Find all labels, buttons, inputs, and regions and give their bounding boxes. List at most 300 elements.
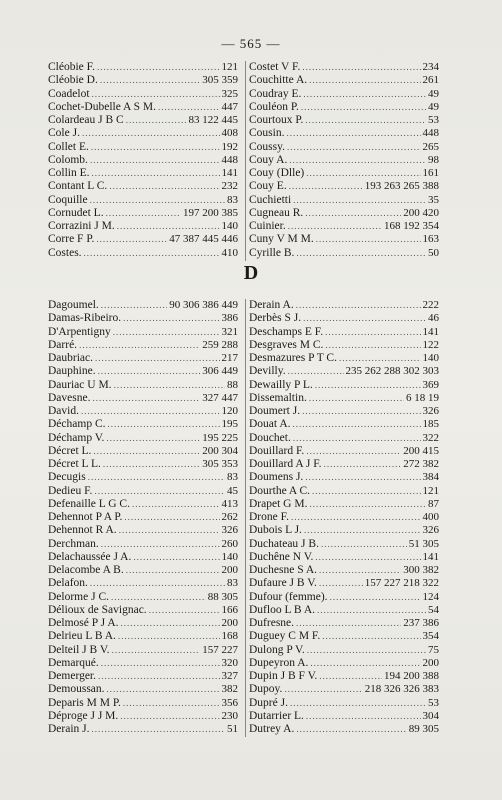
dot-leader	[126, 564, 220, 577]
entry-name: Douchet.	[249, 431, 291, 444]
index-entry	[249, 577, 439, 590]
index-entry	[48, 538, 238, 551]
dot-leader	[97, 61, 220, 74]
entry-name: David.	[48, 405, 79, 417]
entry-pages: 356	[221, 696, 238, 709]
entry-pages: 197 200 385	[183, 206, 238, 219]
entry-name: Deparis M M P.	[48, 696, 121, 709]
entry-name: Cléobie D.	[48, 74, 98, 87]
index-entry	[48, 233, 238, 246]
entry-pages: 168 192 354	[384, 220, 439, 232]
entry-pages: 322	[422, 431, 439, 444]
index-entry	[48, 180, 238, 193]
entry-pages: 88 305	[207, 590, 238, 603]
entry-name: Drapet G M.	[249, 497, 308, 510]
entry-name: Douat A.	[249, 418, 291, 431]
index-entry	[249, 617, 439, 630]
entry-name: Dewailly P L.	[249, 378, 313, 391]
index-entry	[48, 207, 238, 220]
index-entry	[249, 312, 439, 325]
entry-pages: 235 262 288 302 303	[345, 365, 439, 378]
entry-name: Collet E.	[48, 140, 89, 153]
index-entry	[48, 379, 238, 392]
c-entries-left-column	[48, 61, 238, 260]
index-entry	[48, 418, 238, 431]
dot-leader	[309, 392, 404, 405]
entry-name: Delmosé P J A.	[48, 617, 119, 629]
entry-pages: 185	[422, 418, 439, 431]
entry-pages: 408	[221, 127, 238, 140]
index-entry	[249, 458, 439, 471]
entry-name: Collin E.	[48, 167, 90, 179]
entry-pages: 230	[221, 709, 238, 722]
index-entry	[249, 418, 439, 431]
index-entry	[249, 657, 439, 670]
dot-leader	[109, 180, 219, 193]
entry-name: Déchamp V.	[48, 431, 105, 444]
dot-leader	[126, 114, 187, 127]
entry-pages: 98	[428, 153, 439, 166]
entry-pages: 140	[422, 352, 439, 364]
entry-pages: 195	[221, 418, 238, 431]
entry-pages: 260	[221, 537, 238, 550]
entry-pages: 166	[221, 603, 238, 616]
dot-leader	[100, 74, 200, 87]
entry-pages: 232	[221, 180, 238, 193]
entry-pages: 46	[428, 312, 439, 325]
dot-leader	[92, 88, 220, 101]
index-entry	[48, 458, 238, 471]
dot-leader	[95, 352, 219, 365]
index-entry	[48, 630, 238, 643]
index-entry	[48, 524, 238, 537]
entry-name: Dufaure J B V.	[249, 577, 317, 590]
entry-name: Damas-Ribeiro.	[48, 312, 122, 325]
entry-name: Derain J.	[48, 723, 90, 735]
dot-leader	[113, 326, 220, 339]
dot-leader	[302, 405, 420, 418]
index-entry	[48, 445, 238, 458]
entry-name: Drone F.	[249, 511, 289, 523]
dot-leader	[101, 538, 220, 551]
dot-leader	[316, 233, 421, 246]
dot-leader	[339, 352, 421, 365]
entry-pages: 121	[221, 61, 238, 73]
entry-name: Deschamps E F.	[249, 325, 324, 338]
dot-leader	[317, 604, 426, 617]
entry-pages: 300 382	[403, 564, 439, 576]
dot-leader	[290, 697, 426, 710]
entry-name: Couy E.	[249, 180, 287, 193]
index-entry	[249, 167, 439, 180]
index-entry	[249, 299, 439, 312]
entry-pages: 168	[221, 630, 238, 643]
dot-leader	[92, 167, 220, 180]
dot-leader	[309, 74, 420, 87]
index-entry	[249, 630, 439, 643]
entry-name: Delafon.	[48, 577, 88, 590]
dot-leader	[303, 88, 426, 101]
entry-name: Doumert J.	[249, 405, 301, 417]
entry-name: Derchman.	[48, 537, 99, 550]
index-entry	[249, 220, 439, 233]
entry-pages: 272 382	[403, 458, 439, 470]
entry-pages: 45	[227, 484, 238, 497]
entry-name: Delrieu L B A.	[48, 630, 116, 643]
index-entry	[48, 485, 238, 498]
entry-pages: 447	[221, 100, 238, 113]
entry-name: Cuchietti	[249, 193, 292, 206]
entry-name: Colomb.	[48, 153, 88, 166]
entry-name: Dupoy.	[249, 683, 283, 696]
entry-pages: 200 304	[202, 444, 238, 457]
entry-name: Duchesne S A.	[249, 564, 318, 576]
dot-leader	[91, 141, 220, 154]
dot-leader	[286, 127, 420, 140]
dot-leader	[319, 577, 363, 590]
entry-name: Courtoux P.	[249, 114, 304, 126]
entry-pages: 305 353	[202, 458, 238, 470]
dot-leader	[92, 723, 225, 736]
entry-pages: 200 420	[403, 206, 439, 219]
entry-name: Dagoumel.	[48, 299, 99, 311]
index-entry	[48, 220, 238, 233]
entry-pages: 161	[422, 167, 439, 179]
entry-pages: 217	[221, 352, 238, 364]
entry-name: D'Arpentigny	[48, 325, 111, 338]
entry-pages: 237 386	[403, 617, 439, 629]
entry-pages: 222	[422, 299, 439, 311]
dot-leader	[312, 485, 420, 498]
dot-leader	[82, 127, 220, 140]
entry-pages: 195 225	[202, 431, 238, 444]
dot-leader	[293, 194, 426, 207]
d-entries-left-column	[48, 299, 238, 736]
entry-pages: 140	[221, 550, 238, 563]
entry-name: Costet V F.	[249, 61, 301, 73]
dot-leader	[94, 485, 225, 498]
dot-leader	[307, 644, 426, 657]
entry-pages: 192	[221, 140, 238, 153]
index-entry	[249, 723, 439, 736]
index-entry	[48, 114, 238, 127]
entry-pages: 83	[227, 577, 238, 590]
index-entry	[249, 445, 439, 458]
dot-leader	[119, 524, 220, 537]
index-entry	[48, 644, 238, 657]
index-entry	[249, 339, 439, 352]
entry-name: Corre F P.	[48, 233, 95, 246]
entry-name: Dutarrier L.	[249, 709, 304, 722]
dot-leader	[112, 644, 201, 657]
index-entry	[249, 405, 439, 418]
entry-name: Dupin J B F V.	[249, 670, 318, 682]
entry-name: Delorme J C.	[48, 590, 110, 603]
entry-pages: 265	[422, 140, 439, 153]
entry-name: Defenaille L G C.	[48, 497, 130, 510]
entry-name: Decugis	[48, 471, 86, 484]
dot-leader	[101, 657, 220, 670]
index-entry	[249, 74, 439, 87]
entry-name: Douillard A J F.	[249, 458, 322, 470]
entry-name: Coudray E.	[249, 87, 302, 100]
entry-name: Dauphine.	[48, 365, 96, 378]
c-entries-right-column	[249, 61, 439, 260]
entry-name: Dufour (femme).	[249, 590, 328, 603]
dot-leader	[84, 247, 220, 260]
entry-name: Coadelot	[48, 87, 90, 100]
index-entry	[48, 511, 238, 524]
index-entry	[48, 167, 238, 180]
entry-name: Dulong P V.	[249, 643, 305, 656]
entry-name: Doumens J.	[249, 471, 304, 484]
dot-leader	[306, 445, 401, 458]
entry-name: Dufloo L B A.	[249, 603, 316, 616]
dot-leader	[123, 697, 220, 710]
dot-leader	[111, 591, 206, 604]
index-entry	[48, 657, 238, 670]
entry-name: Duguey C M F.	[249, 630, 321, 643]
entry-pages: 326	[422, 405, 439, 417]
entry-pages: 83	[227, 193, 238, 206]
index-entry	[48, 432, 238, 445]
entry-pages: 47 387 445 446	[169, 233, 238, 246]
dot-leader	[324, 458, 402, 471]
dot-leader	[296, 723, 406, 736]
index-entry	[249, 114, 439, 127]
entry-pages: 386	[221, 312, 238, 325]
entry-pages: 261	[422, 74, 439, 87]
dot-leader	[305, 471, 420, 484]
entry-name: Devilly.	[249, 365, 286, 378]
entry-name: Daubriac.	[48, 352, 94, 364]
dot-leader	[114, 379, 225, 392]
index-entry	[249, 432, 439, 445]
dot-leader	[288, 220, 382, 233]
entry-pages: 325	[221, 87, 238, 100]
entry-name: Desmazures P T C.	[249, 352, 337, 364]
index-entry	[249, 88, 439, 101]
index-entry	[48, 247, 238, 260]
dot-leader	[296, 299, 421, 312]
column-divider	[245, 299, 246, 737]
dot-leader	[93, 445, 200, 458]
entry-pages: 306 449	[202, 365, 238, 378]
index-entry	[249, 127, 439, 140]
entry-pages: 193 263 265 388	[364, 180, 439, 193]
entry-name: Derain A.	[249, 299, 294, 311]
entry-name: Coussy.	[249, 140, 285, 153]
index-entry	[48, 299, 238, 312]
dot-leader	[315, 551, 420, 564]
index-entry	[48, 498, 238, 511]
index-entry	[48, 604, 238, 617]
entry-pages: 90 306 386 449	[169, 299, 238, 311]
dot-leader	[132, 498, 220, 511]
entry-name: Cochet-Dubelle A S M.	[48, 100, 156, 113]
entry-name: Délioux de Savignac.	[48, 603, 147, 616]
entry-name: Cyrille B.	[249, 246, 295, 259]
section-letter: D	[243, 262, 259, 284]
dot-leader	[330, 591, 421, 604]
dot-leader	[306, 710, 421, 723]
entry-pages: 400	[422, 511, 439, 523]
entry-name: Duchateau J B.	[249, 537, 319, 550]
entry-pages: 200	[422, 656, 439, 669]
entry-name: Déproge J J M.	[48, 709, 119, 722]
dot-leader	[117, 220, 220, 233]
entry-name: Dissemaltin.	[249, 391, 307, 404]
index-entry	[48, 141, 238, 154]
entry-pages: 89 305	[408, 723, 439, 735]
index-entry	[249, 697, 439, 710]
index-entry	[48, 392, 238, 405]
entry-name: Cole J.	[48, 127, 80, 140]
entry-name: Davesne.	[48, 391, 91, 404]
dot-leader	[289, 180, 363, 193]
index-entry	[48, 577, 238, 590]
index-entry	[249, 524, 439, 537]
entry-pages: 49	[428, 87, 439, 100]
dot-leader	[90, 577, 225, 590]
entry-pages: 384	[422, 471, 439, 484]
entry-pages: 83	[227, 471, 238, 484]
index-entry	[48, 88, 238, 101]
dot-leader	[98, 670, 219, 683]
entry-pages: 163	[422, 233, 439, 246]
index-entry	[249, 154, 439, 167]
entry-pages: 51 305	[408, 537, 439, 550]
entry-pages: 262	[221, 511, 238, 523]
entry-pages: 53	[428, 696, 439, 709]
entry-name: Contant L C.	[48, 180, 108, 193]
index-entry	[249, 233, 439, 246]
index-entry	[48, 365, 238, 378]
entry-name: Darré.	[48, 338, 78, 351]
entry-name: Dupré J.	[249, 696, 288, 709]
entry-pages: 369	[422, 378, 439, 391]
dot-leader	[106, 207, 181, 220]
entry-pages: 194 200 388	[384, 670, 439, 682]
index-entry	[48, 352, 238, 365]
index-entry	[48, 101, 238, 114]
index-entry	[48, 471, 238, 484]
index-entry	[48, 154, 238, 167]
entry-name: Dedieu F.	[48, 484, 93, 497]
index-entry	[249, 485, 439, 498]
index-entry	[48, 127, 238, 140]
index-entry	[48, 564, 238, 577]
index-entry	[249, 511, 439, 524]
entry-name: Cuinier.	[249, 220, 286, 232]
entry-name: Couy A.	[249, 153, 288, 166]
index-entry	[249, 498, 439, 511]
entry-name: Delteil J B V.	[48, 643, 110, 656]
index-entry	[48, 339, 238, 352]
dot-leader	[107, 418, 219, 431]
entry-pages: 326	[221, 524, 238, 537]
dot-leader	[310, 657, 420, 670]
index-entry	[249, 604, 439, 617]
dot-leader	[287, 141, 421, 154]
entry-name: Déchamp C.	[48, 418, 106, 431]
index-entry	[249, 564, 439, 577]
index-entry	[249, 683, 439, 696]
index-entry	[48, 312, 238, 325]
entry-name: Cléobie F.	[48, 61, 95, 73]
entry-name: Dauriac U M.	[48, 378, 112, 391]
dot-leader	[133, 551, 219, 564]
index-entry	[48, 710, 238, 723]
entry-name: Dubois L J.	[249, 524, 302, 537]
dot-leader	[319, 564, 401, 577]
entry-name: Dupeyron A.	[249, 656, 309, 669]
entry-name: Dehennot P A P.	[48, 511, 123, 523]
entry-pages: 326	[422, 524, 439, 537]
dot-leader	[107, 683, 220, 696]
entry-pages: 413	[221, 497, 238, 510]
dot-leader	[106, 432, 200, 445]
dot-leader	[293, 418, 421, 431]
entry-name: Cugneau R.	[249, 206, 304, 219]
entry-name: Demerger.	[48, 670, 97, 682]
dot-leader	[288, 365, 344, 378]
entry-name: Duchêne N V.	[249, 550, 314, 563]
dot-leader	[296, 247, 426, 260]
dot-leader	[325, 326, 420, 339]
index-entry	[249, 591, 439, 604]
index-entry	[249, 644, 439, 657]
dot-leader	[301, 101, 426, 114]
entry-name: Delacombe A B.	[48, 564, 124, 576]
dot-leader	[293, 432, 421, 445]
entry-name: Dutrey A.	[249, 723, 295, 735]
entry-pages: 327 447	[202, 391, 238, 404]
index-entry	[249, 141, 439, 154]
dot-leader	[92, 392, 200, 405]
entry-pages: 157 227	[202, 643, 238, 656]
entry-name: Dehennot R A.	[48, 524, 117, 537]
entry-pages: 200	[221, 564, 238, 576]
entry-name: Derbès S J.	[249, 312, 302, 325]
entry-name: Cuny V M M.	[249, 233, 314, 246]
dot-leader	[306, 167, 420, 180]
dot-leader	[315, 379, 421, 392]
dot-leader	[101, 299, 167, 312]
entry-pages: 141	[422, 550, 439, 563]
dot-leader	[123, 312, 219, 325]
entry-pages: 6 18 19	[406, 391, 439, 404]
entry-pages: 200	[221, 617, 238, 629]
dot-leader	[79, 339, 200, 352]
dot-leader	[321, 538, 407, 551]
entry-pages: 304	[422, 709, 439, 722]
dot-leader	[319, 670, 382, 683]
entry-pages: 140	[221, 220, 238, 232]
entry-pages: 218 326 326 383	[364, 683, 439, 696]
entry-name: Dourthe A C.	[249, 484, 311, 497]
index-entry	[249, 392, 439, 405]
dot-leader	[121, 617, 220, 630]
index-entry	[48, 723, 238, 736]
dot-leader	[309, 498, 426, 511]
dot-leader	[96, 233, 167, 246]
index-entry	[249, 247, 439, 260]
index-entry	[249, 471, 439, 484]
index-entry	[48, 591, 238, 604]
column-divider	[245, 61, 246, 261]
entry-pages: 327	[221, 670, 238, 682]
